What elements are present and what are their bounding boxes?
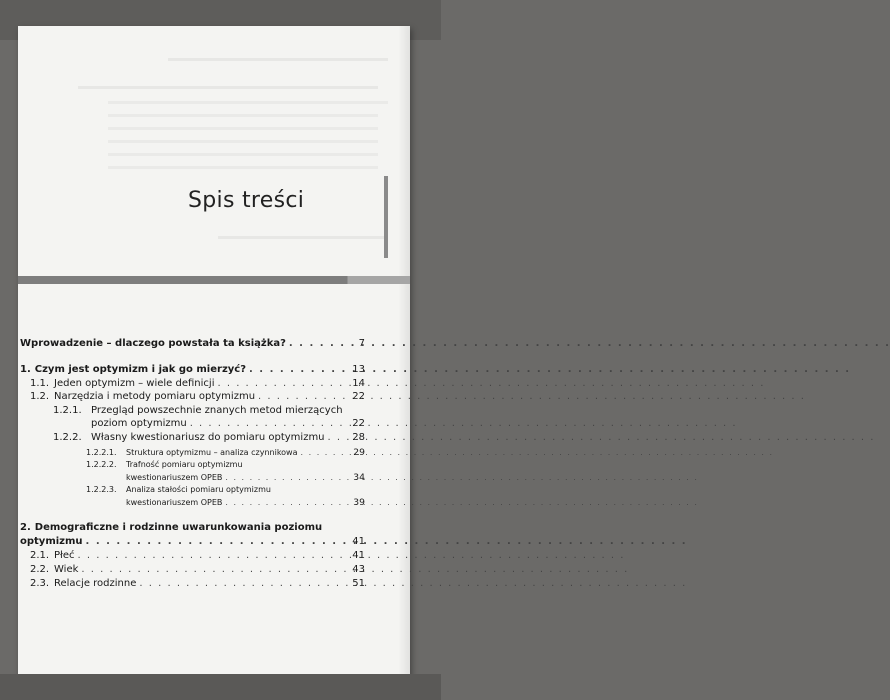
toc-entry-title-line2: optymizmu [20, 536, 83, 547]
toc-entry [53, 405, 365, 416]
leader-dots [139, 578, 348, 589]
toc-entry-number: 1.2. [30, 391, 50, 402]
toc-entry-number: 1. [20, 364, 31, 375]
toc-entry-number: 1.2.2.1. [86, 448, 117, 457]
leader-dots [86, 536, 348, 547]
toc-entry [30, 564, 365, 575]
leader-dots [81, 564, 348, 575]
toc-entry-number: 2.1. [30, 550, 50, 561]
toc-page-number: 29 [353, 447, 365, 458]
toc-page-number: 41 [352, 536, 365, 547]
toc-entry-number: 1.2.1. [53, 405, 82, 416]
toc-page-number: 51 [352, 578, 365, 589]
toc-page-number: 28 [352, 432, 365, 443]
toc-entry-number: 2.2. [30, 564, 50, 575]
toc-entry [20, 522, 365, 533]
leader-dots [258, 391, 348, 402]
photo-backdrop-bottom [0, 674, 441, 700]
toc-entry [53, 432, 365, 443]
toc-entry [86, 460, 365, 469]
toc-entry-continuation [20, 536, 365, 547]
leader-dots [190, 418, 348, 429]
page-title: Spis treści [188, 188, 305, 213]
toc-entry [30, 550, 365, 561]
toc-entry-title: Czym jest optymizm i jak go mierzyć? [34, 364, 247, 375]
toc-entry-title-line2: poziom optymizmu [91, 418, 187, 429]
toc-entry [20, 364, 365, 375]
toc-entry-continuation [126, 472, 365, 483]
toc-page-number: 43 [352, 564, 365, 575]
leader-dots [328, 432, 348, 443]
toc-page-number: 7 [358, 338, 365, 349]
toc-entry-title: Narzędzia i metody pomiaru optymizmu [54, 391, 256, 402]
toc-entry-number: 1.2.2.2. [86, 460, 117, 469]
leader-dots [225, 473, 348, 482]
toc-entry-title: Struktura optymizmu – analiza czynnikowa [126, 448, 298, 457]
toc-entry-title: Wiek [54, 564, 79, 575]
leader-dots [78, 550, 348, 561]
leader-dots [289, 338, 348, 349]
toc-entry [30, 391, 365, 402]
toc-entry [86, 447, 365, 458]
toc-entry-title-line1: Trafność pomiaru optymizmu [126, 460, 243, 469]
toc-page-number: 41 [352, 550, 365, 561]
toc-entry-title: Jeden optymizm – wiele definicji [54, 378, 215, 389]
toc-entry-title: Relacje rodzinne [54, 578, 137, 589]
table-of-contents [18, 26, 410, 676]
toc-page-number: 13 [352, 364, 365, 375]
toc-entry [30, 378, 365, 389]
leader-dots [225, 498, 348, 507]
toc-page-number: 22 [352, 418, 365, 429]
toc-entry [30, 578, 365, 589]
leader-dots [249, 364, 348, 375]
toc-entry [86, 485, 365, 494]
toc-entry-continuation [91, 418, 365, 429]
toc-page-number: 22 [352, 391, 365, 402]
toc-entry-number: 1.2.2.3. [86, 485, 117, 494]
toc-page-number: 14 [352, 378, 365, 389]
toc-entry-title: Płeć [54, 550, 75, 561]
toc-entry-title-line1: Przegląd powszechnie znanych metod mierzących [91, 405, 343, 416]
book-page [18, 26, 410, 676]
leader-dots [301, 448, 348, 457]
leader-dots [217, 378, 348, 389]
toc-entry-title: Wprowadzenie – dlaczego powstała ta książka? [20, 338, 286, 349]
toc-entry-number: 2.3. [30, 578, 50, 589]
toc-entry-title-line2: kwestionariuszem OPEB [126, 498, 223, 507]
toc-page-number: 39 [353, 497, 365, 508]
toc-entry-number: 1.2.2. [53, 432, 82, 443]
toc-entry-number: 2. [20, 522, 31, 533]
toc-entry-title-line1: Demograficzne i rodzinne uwarunkowania poziomu [34, 522, 323, 533]
toc-entry-title: Własny kwestionariusz do pomiaru optymizmu [91, 432, 325, 443]
toc-entry-number: 1.1. [30, 378, 50, 389]
toc-page-number: 34 [353, 472, 365, 483]
toc-entry-continuation [126, 497, 365, 508]
toc-entry-title-line1: Analiza stałości pomiaru optymizmu [126, 485, 271, 494]
toc-entry [20, 338, 365, 349]
toc-entry-title-line2: kwestionariuszem OPEB [126, 473, 223, 482]
